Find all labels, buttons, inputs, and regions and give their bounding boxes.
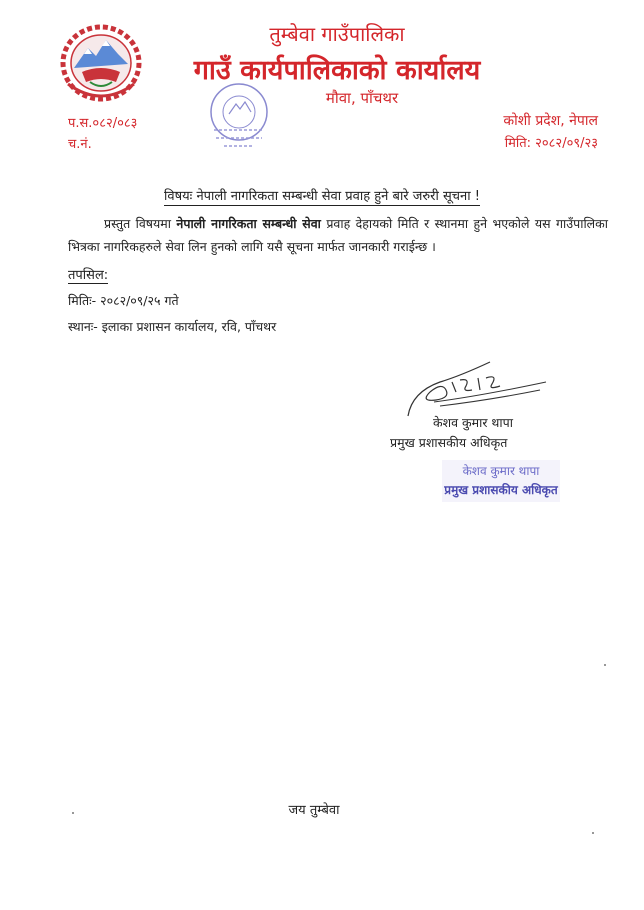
dispatch-number: च.नं.	[68, 137, 92, 152]
details-heading-text: तपसिल:	[68, 268, 109, 283]
reference-number: प.स.०८२/०८३	[68, 116, 138, 131]
office-title: गाउँ कार्यपालिकाको कार्यालय	[193, 55, 481, 86]
detail-date: मितिः- २०८२/०९/२५ गते	[68, 293, 179, 308]
scan-speck	[592, 832, 594, 834]
stamp-designation: प्रमुख प्रशासकीय अधिकृत	[444, 483, 558, 497]
subject-text: विषयः नेपाली नागरिकता सम्बन्धी सेवा प्रवाह हुने बारे जरुरी सूचना !	[164, 189, 480, 204]
office-seal-icon	[194, 82, 284, 154]
letter-date: मिति: २०८२/०९/२३	[504, 136, 598, 151]
stamp-name: केशव कुमार थापा	[462, 464, 540, 478]
notice-body	[68, 212, 608, 258]
signer-stamp	[442, 460, 560, 502]
scan-speck	[72, 812, 74, 814]
notice-subject	[0, 186, 644, 204]
body-rest: प्रवाह देहायको मिति र स्थानमा हुने भएकोले यस गाउँपालिका भित्रका नागरिकहरुले सेवा लिन हुनको लागि यसै सूचना मार्फत जानकारी गराईन्छ ।	[68, 216, 608, 254]
detail-place: स्थानः- इलाका प्रशासन कार्यालय, रवि, पाँचथर	[68, 319, 277, 334]
details-heading	[68, 265, 108, 283]
closing-slogan: जय तुम्बेवा	[288, 803, 340, 818]
body-emphasis: नेपाली नागरिकता सम्बन्धी सेवा	[176, 216, 321, 231]
scan-speck	[604, 664, 606, 666]
province-address: कोशी प्रदेश, नेपाल	[503, 113, 598, 129]
signer-designation: प्रमुख प्रशासकीय अधिकृत	[390, 435, 508, 450]
body-intro: प्रस्तुत विषयमा	[104, 216, 177, 231]
municipality-name: तुम्बेवा गाउँपालिका	[269, 22, 405, 46]
signer-name: केशव कुमार थापा	[433, 415, 513, 430]
office-location: मौवा, पाँचथर	[325, 89, 399, 107]
handwritten-signature-icon	[400, 352, 550, 422]
